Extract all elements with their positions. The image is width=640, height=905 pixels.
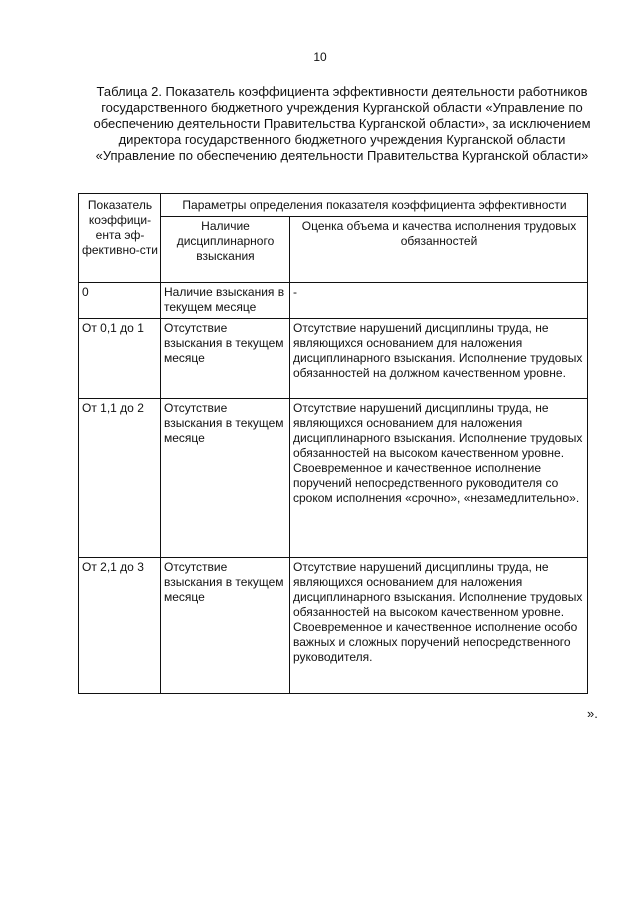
row-coefficient: 0 [79, 283, 161, 319]
closing-quote-mark: ». [587, 706, 598, 721]
efficiency-table [78, 193, 588, 694]
table-row [79, 319, 588, 399]
header-parameters-group: Параметры определения показателя коэффициента эффективности [161, 194, 588, 217]
table-row [79, 399, 588, 558]
row-penalty: Отсутствие взыскания в текущем месяце [161, 558, 290, 694]
table-row [79, 558, 588, 694]
table-row [79, 283, 588, 319]
table-header-row [79, 194, 588, 217]
row-coefficient: От 1,1 до 2 [79, 399, 161, 558]
row-penalty: Наличие взыскания в текущем месяце [161, 283, 290, 319]
row-assessment: Отсутствие нарушений дисциплины труда, не являющихся основанием для наложения дисциплинарного взыскания. Исполнение трудовых обязанностей на высоком качественном уровне. Своевременное и качественное исполнение особо важных и сложных поручений непосредственного руководителя. [290, 558, 588, 694]
row-coefficient: От 2,1 до 3 [79, 558, 161, 694]
row-assessment: Отсутствие нарушений дисциплины труда, не являющихся основанием для наложения дисциплинарного взыскания. Исполнение трудовых обязанностей на высоком качественном уровне. Своевременное и качественное исполнение поручений непосредственного руководителя со сроком исполнения «срочно», «незамедлительно». [290, 399, 588, 558]
header-duty-assessment: Оценка объема и качества исполнения трудовых обязанностей [290, 217, 588, 283]
row-penalty: Отсутствие взыскания в текущем месяце [161, 319, 290, 399]
page-number: 10 [313, 50, 327, 64]
header-coefficient: Показатель коэффици-ента эф-фективно-сти [79, 194, 161, 283]
row-assessment: Отсутствие нарушений дисциплины труда, не являющихся основанием для наложения дисциплинарного взыскания. Исполнение трудовых обязанностей на должном качественном уровне. [290, 319, 588, 399]
header-disciplinary-penalty: Наличие дисциплинарного взыскания [161, 217, 290, 283]
row-penalty: Отсутствие взыскания в текущем месяце [161, 399, 290, 558]
table-title: Таблица 2. Показатель коэффициента эффективности деятельности работников государственного бюджетного учреждения Курганской области «Управление по обеспечению деятельности Правительства Курганской области», за исключением директора государственного бюджетного учреждения Курганской области «Управление по обеспечению деятельности Правительства Курганской области» [93, 84, 591, 163]
row-assessment: - [290, 283, 588, 319]
row-coefficient: От 0,1 до 1 [79, 319, 161, 399]
